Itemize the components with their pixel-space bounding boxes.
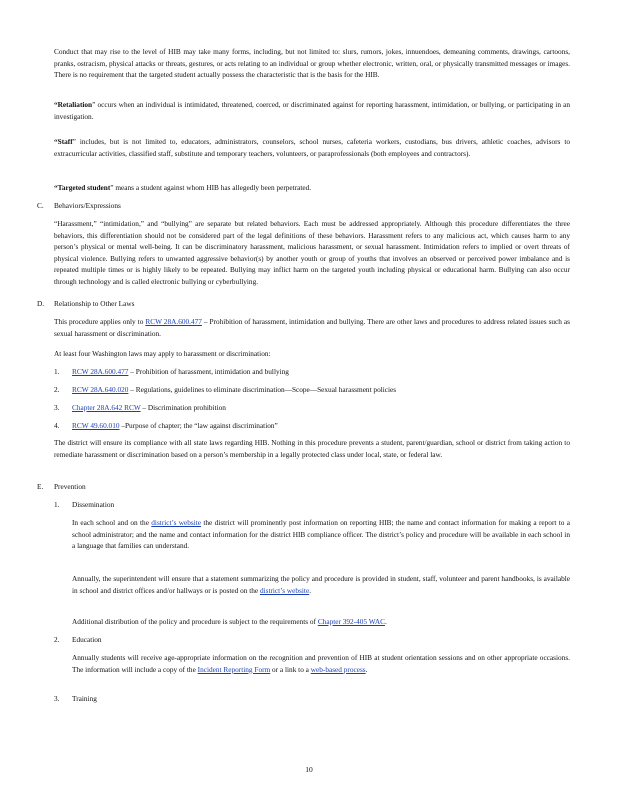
law-item-3-text: – Discrimination prohibition <box>140 403 226 412</box>
law-item-4-text: –Purpose of chapter; the “law against discrimination” <box>119 421 278 430</box>
dissemination-p2-text-end: . <box>309 585 312 595</box>
staff-definition <box>54 136 570 159</box>
law-item-4-link[interactable]: RCW 49.60.010 <box>72 421 120 430</box>
law-item-1 <box>72 366 570 378</box>
education-text: Annually students will receive age-appropriate information on the recognition and prevention of HIB at student orientation sessions and on other appropriate occasions. The information will include a copy of the <box>72 653 570 674</box>
section-c-heading: Behaviors/Expressions <box>54 201 121 210</box>
law-item-2-link[interactable]: RCW 28A.640.020 <box>72 385 129 394</box>
law-item-3-link[interactable]: Chapter 28A.642 RCW <box>72 403 141 412</box>
education-paragraph <box>72 652 570 675</box>
district-website-link[interactable]: district’s website <box>151 518 202 527</box>
education-heading: Education <box>72 635 102 644</box>
section-c-body <box>54 218 570 287</box>
section-e-letter: E. <box>37 482 44 491</box>
web-based-process-link[interactable]: web-based process <box>310 664 366 674</box>
district-website-link-2[interactable]: district’s website <box>259 585 310 595</box>
section-d-paragraph-3 <box>54 437 570 460</box>
dissemination-paragraph-2 <box>72 573 570 596</box>
section-c-letter: C. <box>37 201 44 210</box>
law-item-2-text: – Regulations, guidelines to eliminate discrimination—Scope—Sexual harassment policies <box>128 385 397 394</box>
rcw-28a-600-477-link[interactable]: RCW 28A.600.477 <box>145 317 202 326</box>
law-item-3 <box>72 402 570 414</box>
section-d-p2-text: At least four Washington laws may apply to harassment or discrimination: <box>54 349 271 358</box>
targeted-student-definition <box>54 182 570 194</box>
law-item-4 <box>72 420 570 432</box>
staff-text: ” includes, but is not limited to, educators, administrators, counselors, school nurses, cafeteria workers, custodians, bus drivers, athletic coaches, advisors to extracurricular activities, classified staff, substitute and temporary teachers, volunteers, or paraprofessionals (both employees and contractors). <box>54 137 570 158</box>
dissemination-p3-text: Additional distribution of the policy and procedure is subject to the requirements of <box>72 617 318 626</box>
section-d-p1-text-end: – Prohibition of harassment, intimidation and bullying. There are other laws and procedures to address related issues such as sexual harassment or discrimination. <box>54 317 571 338</box>
section-d-p3-text: The district will ensure its compliance with all state laws regarding HIB. Nothing in this procedure prevents a student, parent/guardian, school or district from taking action to remediate harassment or discrimination based on a person’s membership in a legally protected class under local, state, or federal law. <box>54 438 570 459</box>
section-d-paragraph-1 <box>54 316 570 339</box>
dissemination-p1-text-end: the district will prominently post information on reporting HIB; the name and contact information for making a report to a school administrator; and the name and contact information for the district HIB compliance officer. The district’s policy and procedure will be available in each school in a language that families can understand. <box>72 518 571 550</box>
prevention-item-3-number: 3. <box>54 694 60 703</box>
dissemination-p1-text: In each school and on the <box>72 518 152 527</box>
dissemination-paragraph-3 <box>72 616 570 628</box>
chapter-392-405-wac-link[interactable]: Chapter 392-405 WAC <box>317 617 385 626</box>
retaliation-term: “Retaliation <box>54 100 93 109</box>
dissemination-p3-text-end: . <box>384 617 387 626</box>
page-number: 10 <box>305 765 313 774</box>
law-item-2-number: 2. <box>54 385 60 394</box>
retaliation-text: ” occurs when an individual is intimidated, threatened, coerced, or discriminated against for reporting harassment, intimidation, or bullying, or participating in an investigation. <box>54 100 570 121</box>
retaliation-definition <box>54 99 570 122</box>
targeted-term: “Targeted student <box>54 183 111 192</box>
training-heading: Training <box>72 694 97 703</box>
dissemination-heading: Dissemination <box>72 500 115 509</box>
section-d-letter: D. <box>37 299 45 308</box>
section-c-text: “Harassment,” “intimidation,” and “bullying” are separate but related behaviors. Each must be addressed appropriately. Although this procedure differentiates the three behaviors, this differentiation should not be considered part of the legal definitions of these behaviors. Harassment refers to any malicious act, which causes harm to any person’s physical or mental well-being. It can be discriminatory harassment, malicious harassment, or sexual harassment. Intimidation refers to implied or overt threats of physical violence. Bullying refers to unwanted aggressive behavior(s) by another youth or group of youths that involves an observed or perceived power imbalance and is repeated multiple times or is highly likely to be repeated. Bullying may inflict harm on the targeted youth including physical or educational harm. Bullying can also occur through technology and is called electronic bullying or cyberbullying. <box>54 219 570 286</box>
law-item-1-link[interactable]: RCW 28A.600.477 <box>72 367 129 376</box>
dissemination-paragraph-1 <box>72 517 570 552</box>
dissemination-p2-text: Annually, the superintendent will ensure that a statement summarizing the policy and procedure is provided in student, staff, volunteer and parent handbooks, is available in school and district offices and/or hallways or is posted on the <box>72 574 570 595</box>
intro-text: Conduct that may rise to the level of HIB may take many forms, including, but not limited to: slurs, rumors, jokes, innuendoes, demeaning comments, drawings, cartoons, pranks, ostracism, physical attacks or threats, gestures, or acts relating to an individual or group whether electronic, written, oral, or physically transmitted messages or images. There is no requirement that the targeted student actually possess the characteristic that is the basis for the HIB. <box>54 47 570 79</box>
prevention-item-1-number: 1. <box>54 500 60 509</box>
law-item-2 <box>72 384 570 396</box>
targeted-text: ” means a student against whom HIB has allegedly been perpetrated. <box>110 183 312 192</box>
education-text-end: . <box>365 664 368 674</box>
staff-term: “Staff <box>54 137 73 146</box>
law-item-4-number: 4. <box>54 421 60 430</box>
incident-reporting-form-link[interactable]: Incident Reporting Form <box>197 664 271 674</box>
law-item-3-number: 3. <box>54 403 60 412</box>
education-text-mid: or a link to a <box>270 664 311 674</box>
section-d-p1-text: This procedure applies only to <box>54 317 146 326</box>
law-item-1-number: 1. <box>54 367 60 376</box>
prevention-item-2-number: 2. <box>54 635 60 644</box>
intro-paragraph <box>54 46 570 81</box>
law-item-1-text: – Prohibition of harassment, intimidation and bullying <box>128 367 289 376</box>
section-d-heading: Relationship to Other Laws <box>54 299 135 308</box>
section-d-paragraph-2 <box>54 348 570 360</box>
section-e-heading: Prevention <box>54 482 86 491</box>
